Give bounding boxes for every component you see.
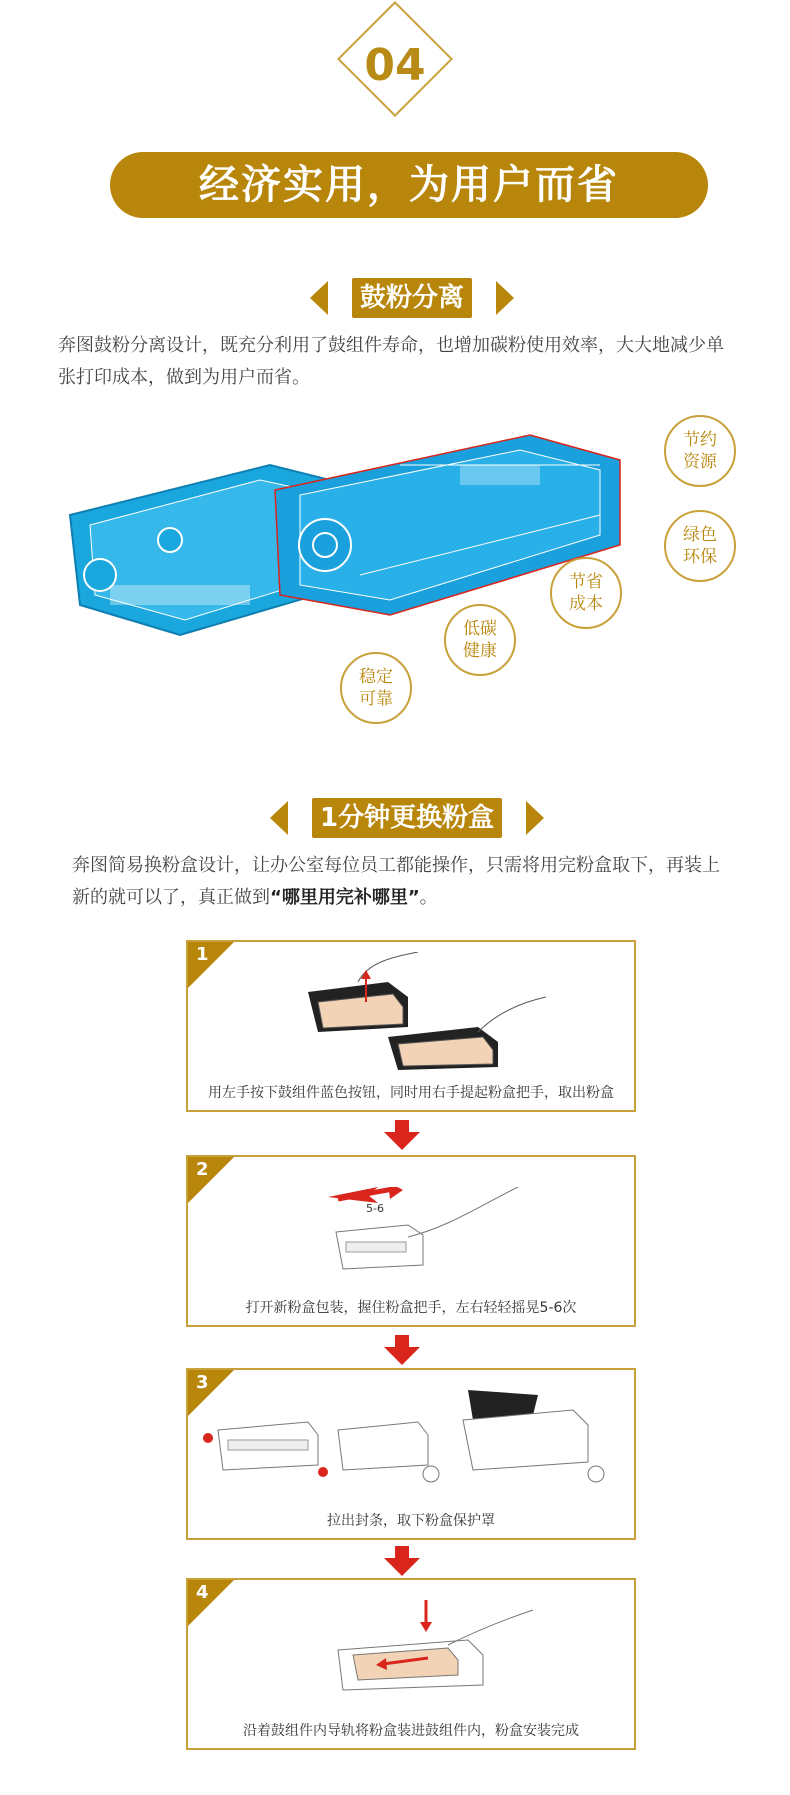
remove-toner-illustration — [298, 952, 548, 1072]
left-arrow-icon — [270, 801, 288, 835]
feature-line: 低碳 — [463, 619, 497, 639]
section2-description — [72, 850, 732, 914]
feature-low-carbon — [444, 604, 516, 676]
down-arrow-icon — [384, 1546, 420, 1576]
feature-line: 节省 — [569, 572, 603, 592]
feature-stable-reliable — [340, 652, 412, 724]
section-header-quick-replace — [270, 798, 544, 838]
drum-toner-illustration — [60, 425, 630, 665]
feature-save-cost — [550, 557, 622, 629]
feature-eco-friendly — [664, 510, 736, 582]
step-caption: 拉出封条，取下粉盒保护罩 — [327, 1513, 495, 1529]
feature-line: 环保 — [683, 547, 717, 567]
section-header-drum-toner — [310, 278, 514, 318]
step-number: 2 — [196, 1159, 209, 1180]
step-corner — [188, 1580, 234, 1626]
step-corner — [188, 1157, 234, 1203]
step-corner — [188, 942, 234, 988]
feature-line: 稳定 — [359, 667, 393, 687]
section-title: 鼓粉分离 — [352, 278, 472, 318]
step-caption: 沿着鼓组件内导轨将粉盒装进鼓组件内，粉盒安装完成 — [243, 1723, 579, 1739]
down-arrow-icon — [384, 1335, 420, 1365]
step-caption: 打开新粉盒包装，握住粉盒把手，左右轻轻摇晃5-6次 — [245, 1300, 577, 1316]
description-text: 奔图简易换粉盒设计，让办公室每位员工都能操作，只需将用完粉盒取下，再装上新的就可以了，真正做到 — [72, 855, 720, 908]
description-end: 。 — [419, 887, 438, 908]
step-card-4 — [186, 1578, 636, 1750]
feature-line: 绿色 — [683, 525, 717, 545]
step-number: 4 — [196, 1582, 209, 1603]
section-title: 1分钟更换粉盒 — [312, 798, 502, 838]
step-caption: 用左手按下鼓组件蓝色按钮，同时用右手提起粉盒把手，取出粉盒 — [208, 1085, 614, 1101]
shake-count-label: 5-6 — [366, 1202, 384, 1215]
right-arrow-icon — [496, 281, 514, 315]
section1-description: 奔图鼓粉分离设计，既充分利用了鼓组件寿命，也增加碳粉使用效率，大大地减少单张打印成本，做到为用户而省。 — [58, 335, 724, 388]
headline-banner: 经济实用，为用户而省 — [110, 152, 708, 218]
step-card-2 — [186, 1155, 636, 1327]
feature-line: 可靠 — [359, 689, 393, 709]
step-card-3 — [186, 1368, 636, 1540]
step-number: 1 — [196, 944, 209, 965]
left-arrow-icon — [310, 281, 328, 315]
step-card-1 — [186, 940, 636, 1112]
right-arrow-icon — [526, 801, 544, 835]
feature-save-resources — [664, 415, 736, 487]
remove-seal-illustration — [198, 1390, 628, 1500]
description-emphasis: “哪里用完补哪里” — [270, 887, 420, 908]
down-arrow-icon — [384, 1120, 420, 1150]
feature-line: 资源 — [683, 452, 717, 472]
feature-line: 成本 — [569, 594, 603, 614]
step-number: 3 — [196, 1372, 209, 1393]
feature-line: 节约 — [683, 430, 717, 450]
feature-line: 健康 — [463, 641, 497, 661]
install-toner-illustration — [318, 1600, 538, 1710]
shake-toner-illustration — [328, 1187, 528, 1287]
badge-number: 04 — [364, 40, 426, 91]
